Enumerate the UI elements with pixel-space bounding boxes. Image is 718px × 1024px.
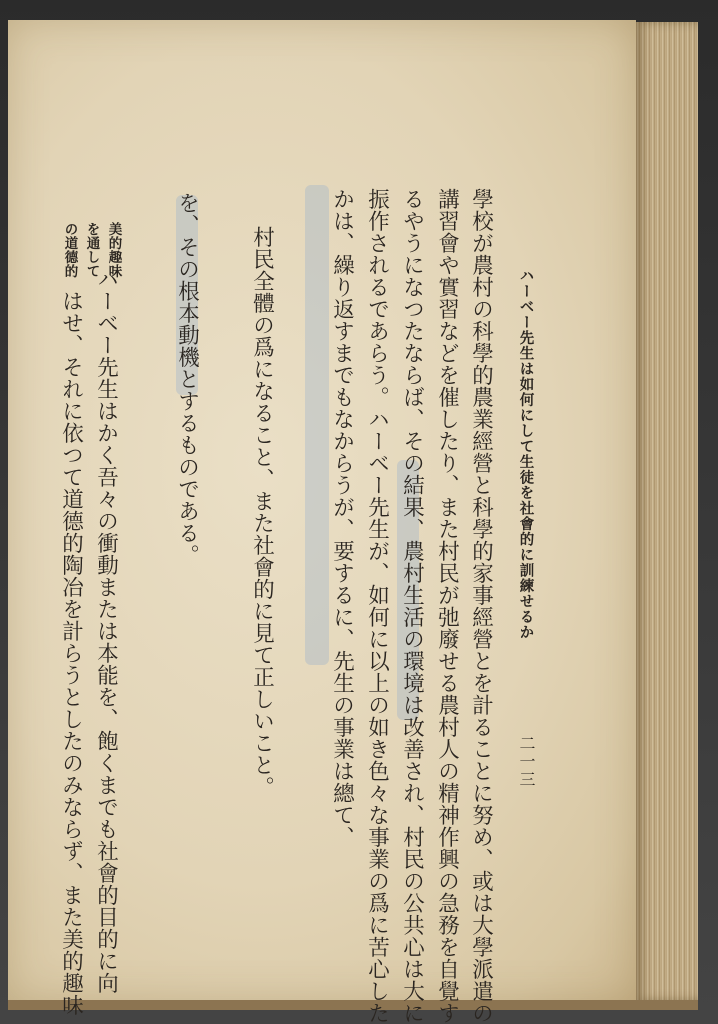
book-bottom-edge: [8, 1000, 698, 1010]
running-head: ハーベー先生は如何にして生徒を社會的に訓練せるか: [517, 268, 535, 640]
body-line: 振作されるであらう。ハーベー先生が、如何に以上の如き色々な事業の爲に苦心した: [364, 188, 390, 1024]
body-line: 講習會や實習などを催したり、また村民が弛廢せる農村人の精神作興の急務を自覺す: [434, 188, 460, 1024]
body-line: 學校が農村の科學的農業經營と科學的家事經營とを計ることに努め、或は大學派遣の: [468, 188, 494, 1024]
body-line: 村民全體の爲になること、また社會的に見て正しいこと。: [249, 226, 275, 798]
body-line: はせ、それに依つて道德的陶冶を計らうとしたのみならず、また美的趣味: [58, 290, 84, 1016]
body-line: を、その根本動機とするものである。: [174, 192, 200, 566]
marginal-note-line: を通して: [83, 222, 100, 278]
marginal-note-line: の道德的: [61, 222, 78, 278]
marginal-note-line: 美的趣味: [105, 222, 122, 278]
body-line: ハーベー先生はかく吾々の衝動または本能を、飽くまでも社會的目的に向: [93, 268, 119, 994]
highlight-mark: [305, 185, 329, 665]
page-number: 二一三: [517, 735, 536, 789]
body-line: かは、繰り返すまでもなからうが、要するに、先生の事業は總て、: [329, 188, 355, 848]
page-edges: [636, 22, 698, 1000]
body-line: るやうになつたならば、その結果、農村生活の環境は改善され、村民の公共心は大に: [399, 188, 425, 1024]
